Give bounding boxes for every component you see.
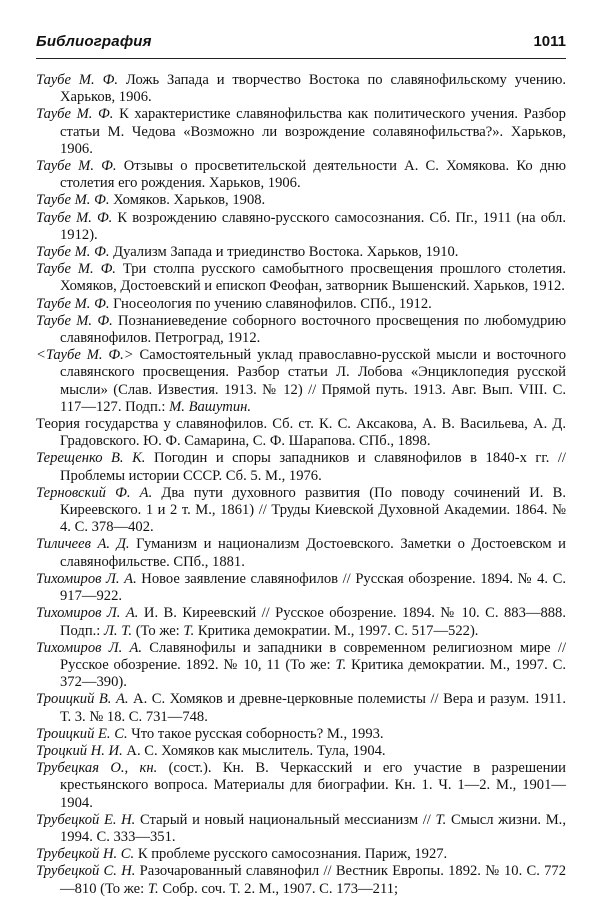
entry-author: Таубе М. Ф.: [36, 261, 116, 278]
entry-text: К проблеме русского самосознания. Париж, 1927.: [134, 846, 448, 863]
bibliography-entry: [36, 571, 566, 605]
entry-author: <Таубе М. Ф.>: [36, 347, 134, 364]
bibliography-entry: [36, 812, 566, 846]
bibliography-entry: [36, 313, 566, 347]
entry-author: Троицкий В. А.: [36, 691, 129, 708]
bibliography-entry: [36, 296, 566, 313]
entry-author: Таубе М. Ф.: [36, 295, 110, 312]
entry-author: Троцкий Н. И.: [36, 742, 123, 759]
entry-text: Хомяков. Харьков, 1908.: [109, 192, 266, 209]
entry-author: Таубе М. Ф.: [36, 209, 113, 226]
entry-author: Трубецкой Н. С.: [36, 846, 135, 863]
entry-text-cont: Собр. соч. Т. 2. М., 1907. С. 173—211;: [158, 880, 399, 897]
entry-text: Погодин и споры западников и славянофилов в 1840-х гг. // Проблемы истории СССР. Сб. 5. М., 1976.: [60, 450, 566, 484]
section-title: Библиография: [36, 33, 152, 50]
entry-author: Тихомиров Л. А.: [36, 570, 137, 587]
entry-author-abbrev: Т.: [147, 880, 159, 897]
entry-text: Гуманизм и национализм Достоевского. Заметки о Достоевском и славянофильстве. СПб., 1881.: [60, 536, 566, 570]
bibliography-entry: [36, 863, 566, 897]
entry-author: Трубецкая О., кн.: [36, 760, 158, 777]
entry-author: Тихомиров Л. А.: [36, 639, 143, 656]
bibliography-entry: [36, 485, 566, 537]
header-rule: [36, 58, 566, 59]
entry-text: К возрождению славяно-русского самосознания. Сб. Пг., 1911 (на обл. 1912).: [60, 209, 566, 243]
page-number: 1011: [533, 33, 566, 50]
entry-text: Разочарованный славянофил // Вестник Европы. 1892. № 10. С. 772—810 (То же:: [60, 863, 566, 897]
running-header: [36, 33, 566, 55]
entry-text: Два пути духовного развития (По поводу сочинений И. В. Киреевского. 1 и 2 т. М., 1861) // Труды Киевской Духовной Академии. 1864. № 4. С. 378—402.: [60, 484, 567, 536]
entry-author-abbrev: Т.: [183, 622, 195, 639]
entry-text: Теория государства у славянофилов. Сб. ст. К. С. Аксакова, А. В. Васильева, А. Д. Градовского. Ю. Ф. Самарина, С. Ф. Шарапова. СПб., 1898.: [36, 416, 566, 450]
entry-author: Терещенко В. К.: [36, 450, 146, 467]
entry-text: Что такое русская соборность? М., 1993.: [127, 725, 384, 742]
bibliography-list: [36, 72, 566, 898]
entry-text: Дуализм Запада и триединство Востока. Харьков, 1910.: [109, 244, 459, 261]
entry-author: Таубе М. Ф.: [36, 106, 114, 123]
entry-text: (сост.). Кн. В. Черкасский и его участие в разрешении крестьянского вопроса. Материалы для биографии. Кн. 1. Ч. 1—2. М., 1901—1904.: [60, 760, 566, 811]
bibliography-entry: [36, 450, 566, 484]
entry-text: А. С. Хомяков как мыслитель. Тула, 1904.: [122, 742, 386, 759]
bibliography-entry: [36, 605, 566, 639]
bibliography-entry: [36, 244, 566, 261]
bibliography-entry: [36, 192, 566, 209]
bibliography-entry: [36, 347, 566, 416]
entry-author: Тихомиров Л. А.: [36, 605, 139, 622]
bibliography-entry: [36, 106, 566, 158]
bibliography-entry: [36, 210, 566, 244]
bibliography-entry: [36, 536, 566, 570]
entry-author: Троицкий Е. С.: [36, 725, 128, 742]
bibliography-entry: [36, 261, 566, 295]
entry-author: Трубецкой Е. Н.: [36, 811, 136, 828]
bibliography-entry: [36, 158, 566, 192]
entry-text: Гносеология по учению славянофилов. СПб., 1912.: [109, 295, 432, 312]
entry-author: Таубе М. Ф.: [36, 312, 113, 329]
entry-author: Тиличеев А. Д.: [36, 536, 130, 553]
entry-author: Таубе М. Ф.: [36, 244, 110, 261]
entry-author-abbrev: Т.: [335, 656, 347, 673]
entry-text: Познаниеведение соборного восточного просвещения по любомудрию славянофилов. Петроград, 1912.: [60, 312, 566, 347]
bibliography-entry: [36, 846, 566, 863]
entry-text: Старый и новый национальный мессианизм //: [135, 811, 436, 828]
entry-text: Три столпа русского самобытного просвещения прошлого столетия. Хомяков, Достоевский и епископ Феофан, затворник Вышенский. Харьков, 1912.: [60, 261, 566, 295]
entry-author: Таубе М. Ф.: [36, 72, 118, 88]
entry-text: И. В. Киреевский // Русское обозрение. 1894. № 10. С. 883—888. Подп.:: [60, 605, 566, 639]
entry-text-cont: Критика демократии. М., 1997. С. 517—522).: [194, 622, 479, 639]
bibliography-entry: [36, 640, 566, 692]
entry-text: К характеристике славянофильства как политического учения. Разбор статьи М. Чедова «Возможно ли возрождение солавянофильства?». Харьков, 1906.: [60, 106, 566, 157]
bibliography-entry: [36, 416, 566, 450]
entry-author: Таубе М. Ф.: [36, 158, 117, 175]
bibliography-entry: [36, 72, 566, 106]
entry-author: Трубецкой С. Н.: [36, 863, 136, 880]
entry-text: Отзывы о просветительской деятельности А. С. Хомякова. Ко дню столетия его рождения. Харьков, 1906.: [60, 158, 566, 192]
entry-text-cont: Критика демократии. М., 1997. С. 372—390).: [60, 656, 566, 691]
entry-signature: М. Вашутин.: [169, 398, 252, 415]
entry-text-cont: (То же:: [132, 622, 184, 639]
bibliography-entry: [36, 691, 566, 725]
entry-author-abbrev: Т.: [435, 811, 447, 828]
bibliography-entry: [36, 743, 566, 760]
entry-text: Ложь Запада и творчество Востока по славянофильскому учению. Харьков, 1906.: [60, 72, 566, 106]
entry-author: Таубе М. Ф.: [36, 192, 110, 209]
bibliography-entry: [36, 726, 566, 743]
entry-text-cont: Смысл жизни. М., 1994. С. 333—351.: [60, 811, 566, 845]
entry-text: Новое заявление славянофилов // Русская обозрение. 1894. № 4. С. 917—922.: [60, 570, 566, 605]
bibliography-entry: [36, 760, 566, 812]
entry-text: Славянофилы и западники в современном религиозном мире // Русское обозрение. 1892. № 10, 11 (То же:: [60, 639, 566, 673]
entry-author: Терновский Ф. А.: [36, 484, 153, 501]
entry-text: Самостоятельный уклад православно-русской мысли и восточного славянского просвещения. Разбор статьи Л. Лобова «Энциклопедия русской мысли» (Слав. Известия. 1913. № 12) // Прямой путь. 1913. Авг. Вып. VIII. С. 117—127. Подп.:: [60, 347, 566, 415]
entry-signature: Л. Т.: [104, 622, 133, 639]
entry-text: А. С. Хомяков и древне-церковные полемисты // Вера и разум. 1911. Т. 3. № 18. С. 731—748.: [60, 691, 566, 725]
